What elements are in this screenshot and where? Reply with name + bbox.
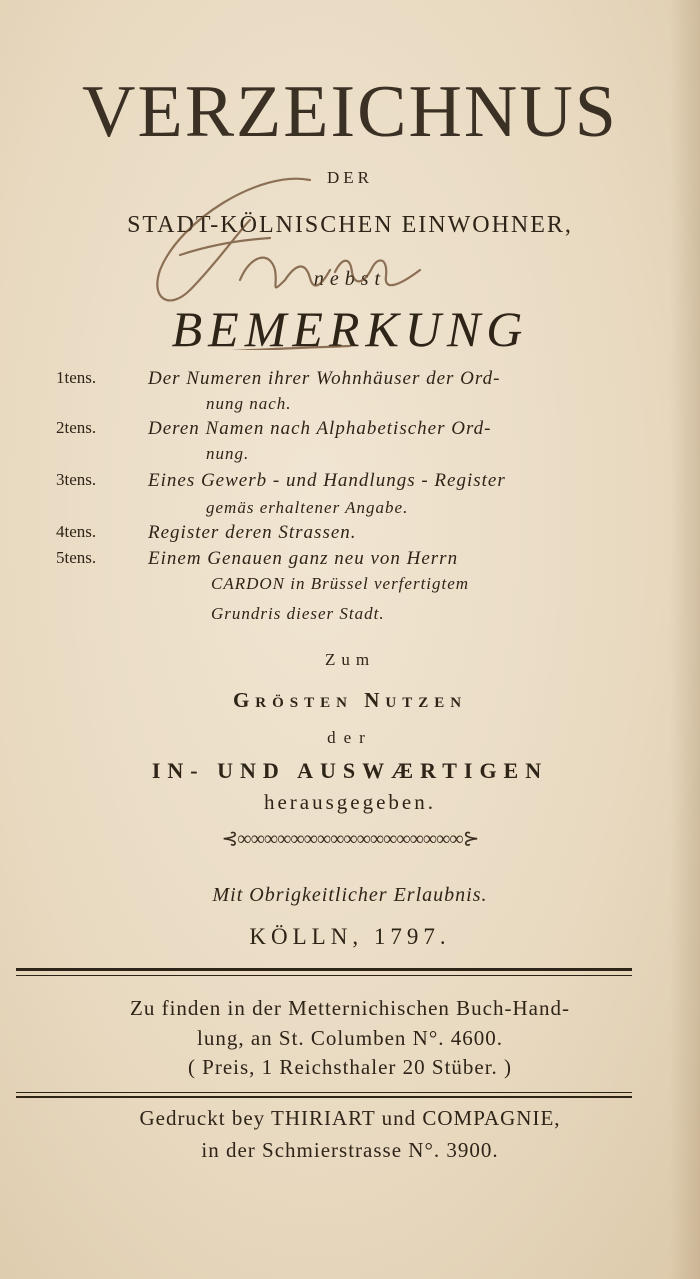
place-date: KÖLLN, 1797.	[249, 924, 451, 949]
conjunction-nebst: nebst	[313, 268, 387, 290]
title: VERZEICHNUS	[82, 71, 618, 153]
item-number: 3tens.	[56, 470, 97, 489]
item-text: Einem Genauen ganz neu von Herrn	[148, 548, 459, 569]
heading-bemerkung: BEMERKUNG	[171, 301, 529, 357]
item-text: Register deren Strassen.	[148, 522, 357, 543]
item-number: 5tens.	[56, 548, 97, 567]
item-text-continued: CARDON in Brüssel verfertigtem	[211, 574, 470, 593]
subtitle: STADT-KÖLNISCHEN EINWOHNER,	[127, 212, 573, 238]
printer-line-1: Gedruckt bey THIRIART und COMPAGNIE,	[139, 1106, 561, 1130]
ornament-divider: ⊰∞∞∞∞∞∞∞∞∞∞∞∞∞∞∞∞∞⊱	[221, 828, 479, 850]
divider-rule	[16, 975, 632, 976]
price-line: ( Preis, 1 Reichsthaler 20 Stüber. )	[187, 1055, 513, 1079]
printer-line-2: in der Schmierstrasse N°. 3900.	[201, 1138, 499, 1162]
zum-text: Zum	[324, 650, 376, 669]
item-text: Deren Namen nach Alphabetischer Ord-	[148, 418, 492, 439]
herausgegeben: herausgegeben.	[263, 790, 437, 814]
item-number: 2tens.	[56, 418, 97, 437]
bookseller-line-1: Zu finden in der Metternichischen Buch-Hand-	[130, 996, 570, 1020]
item-number: 4tens.	[56, 522, 97, 541]
item-text-continued: nung nach.	[206, 394, 292, 413]
groesten-nutzen: Grösten Nutzen	[232, 688, 468, 712]
item-text: Der Numeren ihrer Wohnhäuser der Ord-	[148, 368, 501, 389]
item-text-continued: Grundris dieser Stadt.	[211, 604, 385, 623]
divider-rule	[16, 1092, 632, 1093]
item-number: 1tens.	[56, 368, 97, 387]
article-der: DER	[327, 168, 373, 187]
in-und-auswaertigen: IN- UND AUSWÆRTIGEN	[151, 758, 549, 783]
page-edge-shadow	[670, 0, 700, 1279]
item-text-continued: gemäs erhaltener Angabe.	[206, 498, 409, 517]
item-text-continued: nung.	[206, 444, 250, 463]
divider-rule	[16, 1096, 632, 1098]
der-text: der	[327, 728, 373, 747]
bookseller-line-2: lung, an St. Columben N°. 4600.	[197, 1026, 503, 1050]
item-text: Eines Gewerb - und Handlungs - Register	[148, 470, 506, 491]
permission-line: Mit Obrigkeitlicher Erlaubnis.	[212, 884, 488, 906]
divider-rule	[16, 968, 632, 971]
